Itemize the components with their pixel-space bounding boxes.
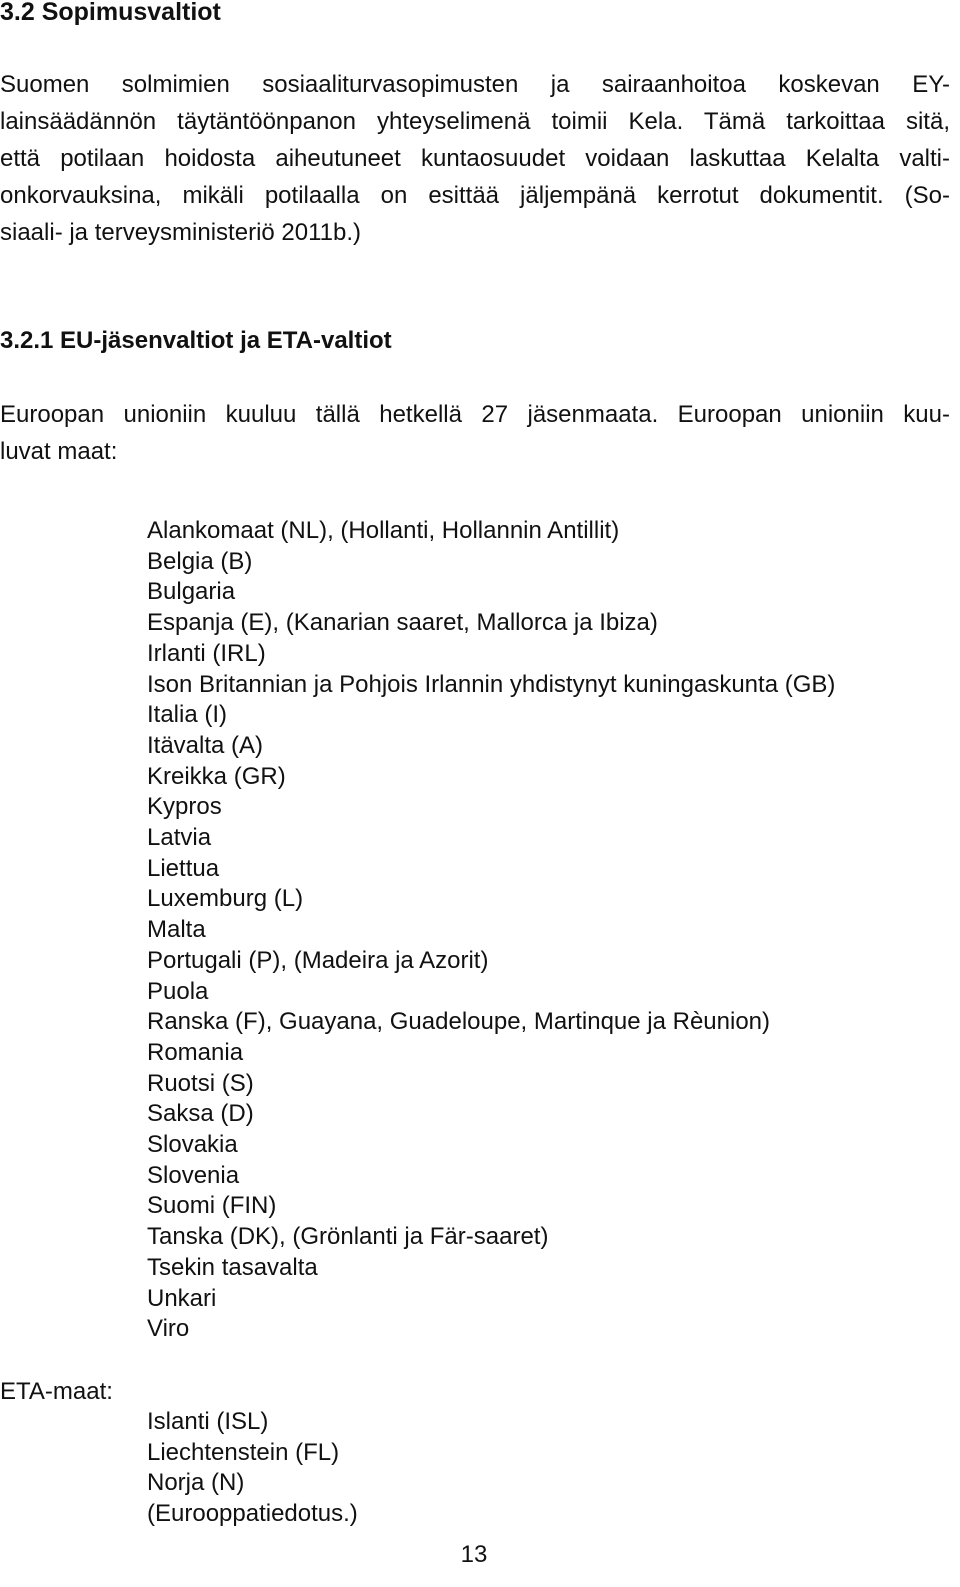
- intro-line: että potilaan hoidosta aiheutuneet kuntaosuudet voidaan laskuttaa Kelalta valti-: [0, 145, 950, 172]
- eu-country-item: Malta: [147, 916, 206, 944]
- eu-country-item: Kreikka (GR): [147, 762, 286, 790]
- eu-country-item: Tsekin tasavalta: [147, 1253, 318, 1281]
- eu-country-item: Tanska (DK), (Grönlanti ja Fär-saaret): [147, 1223, 549, 1251]
- intro-paragraph: [0, 66, 950, 251]
- intro-line: onkorvauksina, mikäli potilaalla on esittää jäljempänä kerrotut dokumentit. (So-: [0, 182, 950, 209]
- eu-country-item: Portugali (P), (Madeira ja Azorit): [147, 946, 489, 974]
- eu-country-item: Slovakia: [147, 1131, 238, 1159]
- eu-intro-line: Euroopan unioniin kuuluu tällä hetkellä 27 jäsenmaata. Euroopan unioniin kuu-: [0, 401, 950, 428]
- eu-intro-paragraph: [0, 396, 950, 470]
- section-heading: 3.2 Sopimusvaltiot: [0, 0, 221, 26]
- eu-country-item: Luxemburg (L): [147, 885, 304, 913]
- intro-line: lainsäädännön täytäntöönpanon yhteyselimenä toimii Kela. Tämä tarkoittaa sitä,: [0, 108, 950, 135]
- eu-country-item: Viro: [147, 1315, 190, 1343]
- eu-country-item: Espanja (E), (Kanarian saaret, Mallorca ja Ibiza): [147, 609, 658, 637]
- eu-country-item: Bulgaria: [147, 578, 236, 606]
- eu-country-item: Alankomaat (NL), (Hollanti, Hollannin Antillit): [147, 517, 620, 544]
- intro-line: Suomen solmimien sosiaaliturvasopimusten ja sairaanhoitoa koskevan EY-: [0, 71, 950, 98]
- intro-line: siaali- ja terveysministeriö 2011b.): [0, 219, 362, 246]
- eu-country-item: Ison Britannian ja Pohjois Irlannin yhdistynyt kuningaskunta (GB): [147, 670, 836, 698]
- eu-country-item: Slovenia: [147, 1161, 240, 1189]
- subsection-heading: 3.2.1 EU-jäsenvaltiot ja ETA-valtiot: [0, 327, 392, 354]
- eta-country-item: Norja (N): [147, 1469, 245, 1497]
- eu-country-item: Latvia: [147, 824, 212, 852]
- eta-country-item: Liechtenstein (FL): [147, 1438, 340, 1466]
- eu-country-list: [147, 516, 835, 1345]
- eu-country-item: Unkari: [147, 1284, 217, 1312]
- eu-country-item: Ruotsi (S): [147, 1069, 254, 1097]
- eu-country-item: Ranska (F), Guayana, Guadeloupe, Martinque ja Rèunion): [147, 1008, 771, 1036]
- eu-country-item: Italia (I): [147, 701, 228, 729]
- eta-country-item: Islanti (ISL): [147, 1408, 269, 1435]
- eu-country-item: Romania: [147, 1038, 244, 1066]
- page-number: 13: [460, 1541, 488, 1568]
- eu-country-item: Itävalta (A): [147, 731, 264, 759]
- eu-country-item: Belgia (B): [147, 547, 253, 575]
- eu-country-item: Puola: [147, 977, 209, 1005]
- eu-intro-line: luvat maat:: [0, 438, 118, 465]
- eu-country-item: Suomi (FIN): [147, 1192, 277, 1220]
- eta-country-item: (Eurooppatiedotus.): [147, 1500, 358, 1528]
- eu-country-item: Liettua: [147, 854, 220, 882]
- eu-country-item: Saksa (D): [147, 1100, 254, 1128]
- eu-country-item: Kypros: [147, 793, 222, 821]
- eu-country-item: Irlanti (IRL): [147, 639, 266, 667]
- eta-label: ETA-maat:: [0, 1378, 113, 1405]
- eta-country-list: [147, 1407, 358, 1530]
